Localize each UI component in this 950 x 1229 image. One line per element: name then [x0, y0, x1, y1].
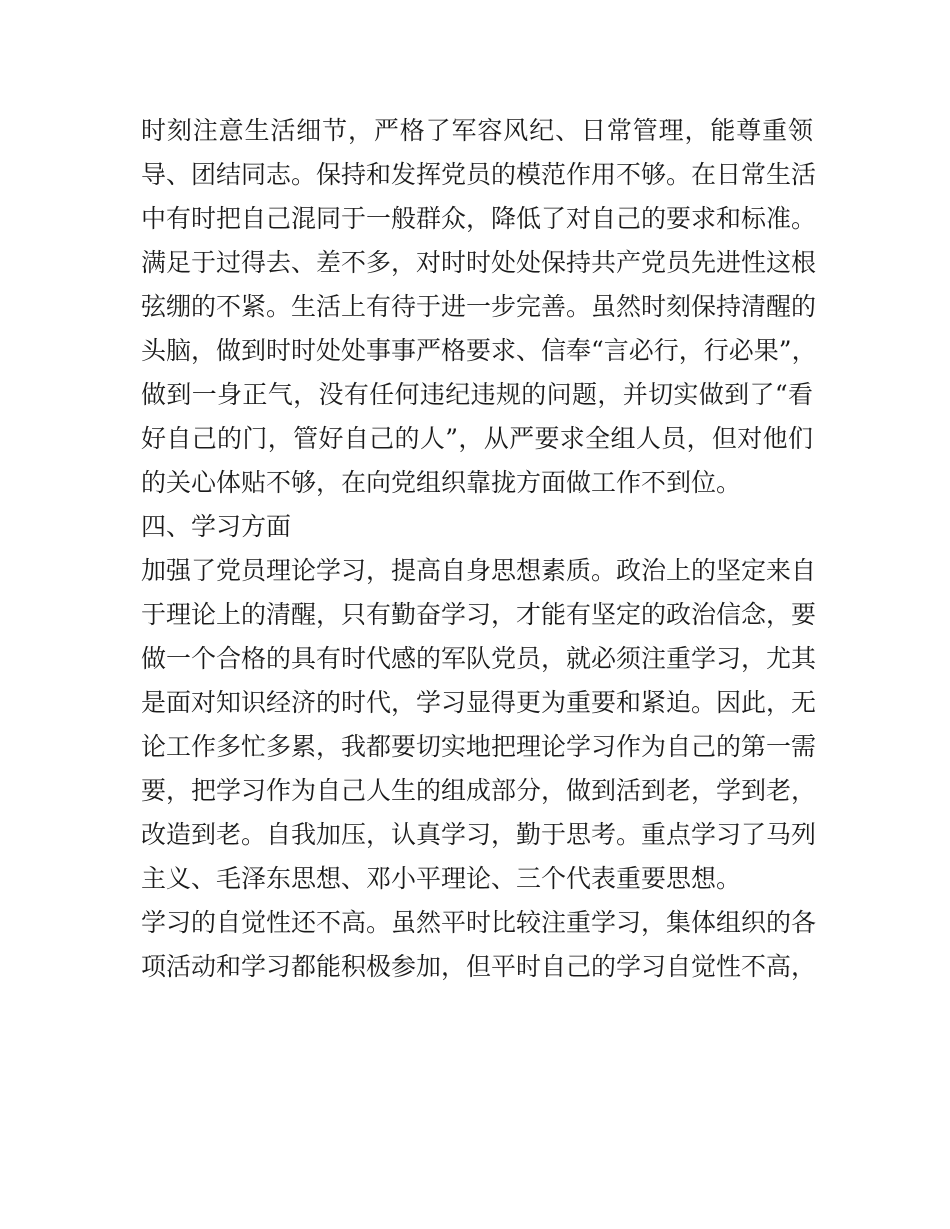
text-line: 是面对知识经济的时代，学习显得更为重要和紧迫。因此，无: [141, 688, 817, 717]
text-line: 加强了党员理论学习，提高自身思想素质。政治上的坚定来自: [141, 556, 817, 585]
text-line: 导、团结同志。保持和发挥党员的模范作用不够。在日常生活: [141, 160, 817, 189]
text-line: 时刻注意生活细节，严格了军容风纪、日常管理，能尊重领: [141, 116, 813, 145]
text-line: 头脑，做到时时处处事事严格要求、信奉“言必行，行必果”，: [141, 336, 817, 365]
text-line: 改造到老。自我加压，认真学习，勤于思考。重点学习了马列: [141, 820, 817, 849]
text-line: 主义、毛泽东思想、邓小平理论、三个代表重要思想。: [141, 864, 742, 893]
document-body: [141, 109, 817, 989]
text-line: 弦绷的不紧。生活上有待于进一步完善。虽然时刻保持清醒的: [141, 292, 817, 321]
text-line: 学习的自觉性还不高。虽然平时比较注重学习，集体组织的各: [141, 908, 817, 937]
text-line: 做到一身正气，没有任何违纪违规的问题，并切实做到了“看: [141, 380, 813, 409]
text-line: 的关心体贴不够，在向党组织靠拢方面做工作不到位。: [141, 468, 742, 497]
section-heading: 四、学习方面: [141, 512, 292, 541]
text-line: 好自己的门，管好自己的人”，从严要求全组人员，但对他们: [141, 424, 813, 453]
text-line: 于理论上的清醒，只有勤奋学习，才能有坚定的政治信念，要: [141, 600, 817, 629]
text-line: 论工作多忙多累，我都要切实地把理论学习作为自己的第一需: [141, 732, 817, 761]
text-line: 做一个合格的具有时代感的军队党员，就必须注重学习，尤其: [141, 644, 817, 673]
text-line: 要，把学习作为自己人生的组成部分，做到活到老，学到老，: [141, 776, 817, 805]
text-line: 中有时把自己混同于一般群众，降低了对自己的要求和标准。: [141, 204, 817, 233]
text-line: 满足于过得去、差不多，对时时处处保持共产党员先进性这根: [141, 248, 817, 277]
text-line: 项活动和学习都能积极参加，但平时自己的学习自觉性不高，: [141, 952, 817, 981]
